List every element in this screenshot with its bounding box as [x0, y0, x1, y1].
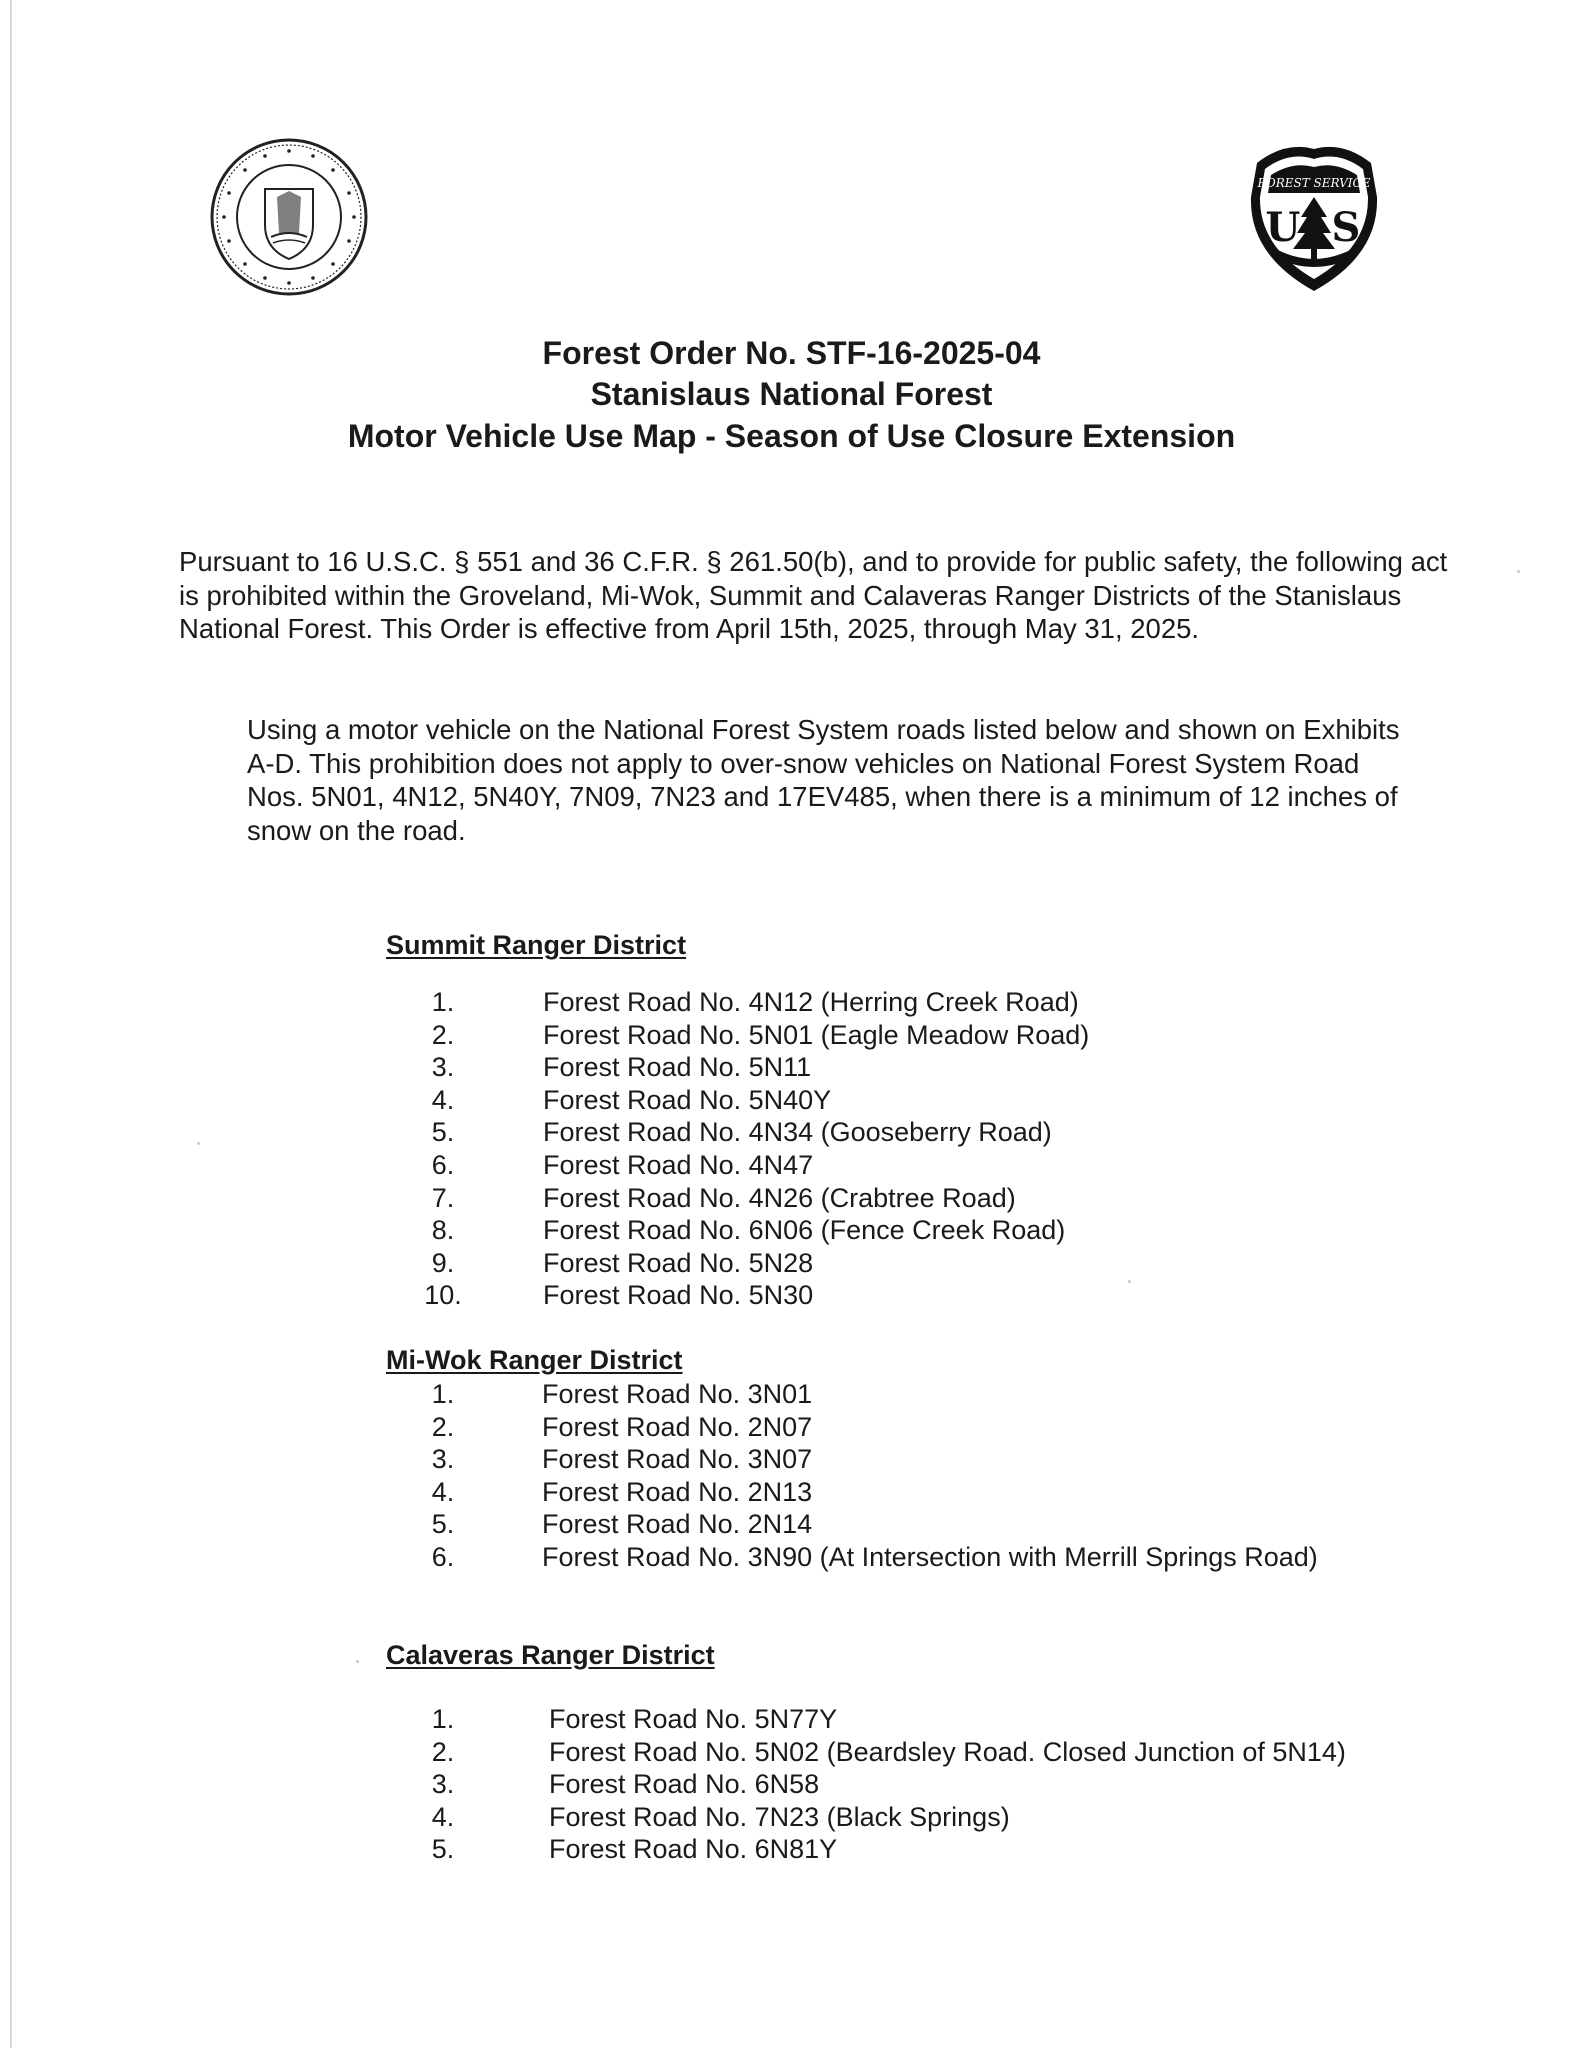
calaveras-district-heading: Calaveras Ranger District	[386, 1640, 715, 1670]
order-subject-title: Motor Vehicle Use Map - Season of Use Closure Extension	[347, 418, 1236, 454]
road-name: Forest Road No. 2N13	[542, 1476, 813, 1507]
list-number: 1.	[431, 1704, 455, 1734]
road-name: Forest Road No. 4N34 (Gooseberry Road)	[543, 1117, 1052, 1148]
scan-speck	[356, 1660, 359, 1663]
summit-district-heading: Summit Ranger District	[386, 930, 687, 960]
road-name: Forest Road No. 3N07	[542, 1444, 813, 1475]
list-number: 2.	[431, 1411, 455, 1442]
list-number: 3.	[431, 1444, 455, 1475]
miwok-district-heading: Mi-Wok Ranger District	[386, 1345, 683, 1375]
list-number: 4.	[431, 1476, 455, 1507]
usda-seal-icon	[209, 137, 369, 297]
list-number: 6.	[431, 1149, 455, 1180]
list-number: 2.	[431, 1736, 455, 1767]
list-number: 1.	[431, 1379, 455, 1409]
road-name: Forest Road No. 5N40Y	[543, 1084, 832, 1115]
prohibition-paragraph: Using a motor vehicle on the National Forest System roads listed below and shown on Exhibits A-D. This prohibition does not apply to over-snow vehicles on National Forest System Road Nos. 5N01, 4N12, 5N40Y, 7N09, 7N23 and 17EV485, when there is a minimum of 12 inches of snow on the road.	[247, 714, 1400, 846]
svg-text:FOREST SERVICE: FOREST SERVICE	[1257, 176, 1371, 190]
list-number: 6.	[431, 1541, 455, 1572]
road-name: Forest Road No. 5N02 (Beardsley Road. Closed Junction of 5N14)	[549, 1736, 1346, 1767]
road-name: Forest Road No. 3N90 (At Intersection with Merrill Springs Road)	[542, 1541, 1318, 1572]
road-name: Forest Road No. 6N81Y	[549, 1834, 838, 1865]
road-name: Forest Road No. 4N12 (Herring Creek Road)	[543, 987, 1079, 1017]
scan-speck	[197, 1142, 200, 1145]
list-number: 3.	[431, 1052, 455, 1083]
road-name: Forest Road No. 6N58	[549, 1769, 820, 1800]
list-number: 3.	[431, 1769, 455, 1800]
list-number: 5.	[431, 1117, 455, 1148]
list-number: 5.	[431, 1834, 455, 1865]
road-name: Forest Road No. 5N77Y	[549, 1704, 838, 1734]
list-number: 5.	[431, 1509, 455, 1540]
scan-speck	[1517, 570, 1520, 573]
road-name: Forest Road No. 5N11	[543, 1052, 812, 1083]
list-number: 8.	[431, 1215, 455, 1246]
road-name: Forest Road No. 3N01	[542, 1379, 813, 1409]
svg-text:S: S	[1331, 204, 1361, 251]
scan-edge-line	[10, 0, 12, 2048]
authority-paragraph: Pursuant to 16 U.S.C. § 551 and 36 C.F.R. § 261.50(b), and to provide for public safety, the following act is prohibited within the Groveland, Mi-Wok, Summit and Calaveras Ranger Districts of the Stanislaus National Forest. This Order is effective from April 15th, 2025, through May 31, 2025.	[179, 546, 1448, 644]
road-name: Forest Road No. 5N30	[543, 1280, 814, 1311]
list-number: 4.	[431, 1801, 455, 1832]
forest-name-title: Stanislaus National Forest	[590, 376, 993, 412]
list-number: 4.	[431, 1084, 455, 1115]
order-number-title: Forest Order No. STF-16-2025-04	[542, 335, 1041, 371]
road-name: Forest Road No. 6N06 (Fence Creek Road)	[543, 1215, 1066, 1246]
list-number: 10.	[424, 1280, 462, 1311]
scan-speck	[1128, 1280, 1131, 1283]
list-number: 7.	[431, 1182, 455, 1213]
road-name: Forest Road No. 2N14	[542, 1509, 813, 1540]
road-name: Forest Road No. 5N01 (Eagle Meadow Road)	[543, 1019, 1090, 1050]
svg-text:U: U	[1265, 204, 1301, 251]
list-number: 1.	[431, 987, 455, 1017]
forest-service-shield-icon	[1245, 137, 1383, 295]
list-number: 9.	[431, 1247, 455, 1278]
road-name: Forest Road No. 4N26 (Crabtree Road)	[543, 1182, 1016, 1213]
road-name: Forest Road No. 4N47	[543, 1149, 814, 1180]
road-name: Forest Road No. 2N07	[542, 1411, 813, 1442]
list-number: 2.	[431, 1019, 455, 1050]
road-name: Forest Road No. 5N28	[543, 1247, 814, 1278]
road-name: Forest Road No. 7N23 (Black Springs)	[549, 1801, 1010, 1832]
